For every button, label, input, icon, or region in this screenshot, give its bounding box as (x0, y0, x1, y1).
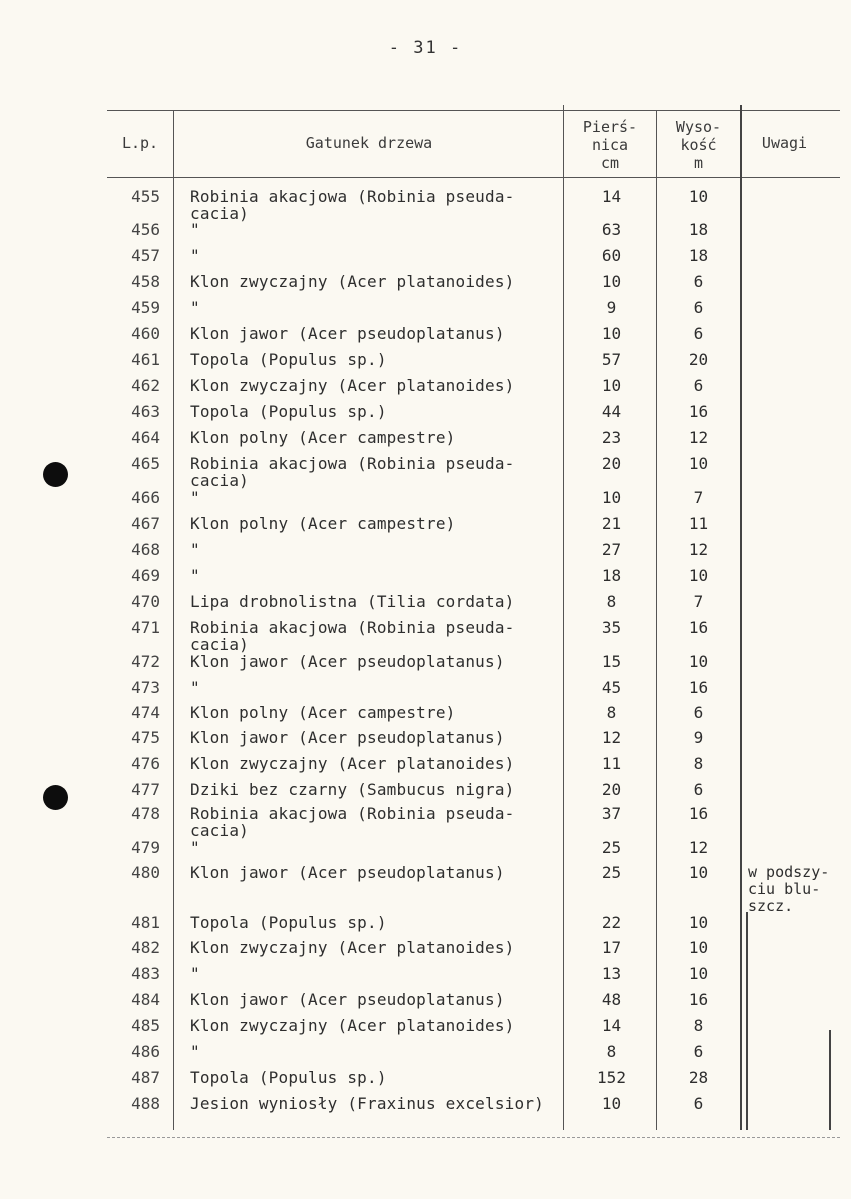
table-row (0, 429, 851, 455)
header-lp: L.p. (121, 134, 159, 152)
cell-girth: 63 (601, 220, 622, 239)
table-row (0, 618, 851, 654)
cell-height: 16 (688, 618, 709, 637)
cell-lp: 487 (131, 1068, 160, 1087)
cell-species: " (190, 540, 200, 559)
cell-girth: 20 (601, 454, 622, 473)
cell-species: Lipa drobnolistna (Tilia cordata) (190, 592, 515, 611)
cell-height: 10 (688, 652, 709, 671)
cell-height: 16 (688, 804, 709, 823)
cell-lp: 467 (131, 514, 160, 533)
cell-girth: 27 (601, 540, 622, 559)
cell-lp: 465 (131, 454, 160, 473)
cell-lp: 477 (131, 780, 160, 799)
cell-species: Robinia akacjowa (Robinia pseuda- cacia) (190, 187, 515, 223)
cell-lp: 484 (131, 990, 160, 1009)
cell-note: w podszy- ciu blu- szcz. (748, 863, 830, 915)
cell-height: 6 (693, 1094, 704, 1113)
cell-girth: 10 (601, 324, 622, 343)
cell-species: Klon polny (Acer campestre) (190, 514, 456, 533)
table-row (0, 515, 851, 541)
table-row (0, 704, 851, 730)
table-row (0, 187, 851, 223)
header-separator (107, 177, 840, 178)
cell-height: 6 (693, 703, 704, 722)
cell-girth: 20 (601, 780, 622, 799)
cell-lp: 469 (131, 566, 160, 585)
cell-species: Topola (Populus sp.) (190, 913, 387, 932)
cell-lp: 475 (131, 728, 160, 747)
cell-girth: 18 (601, 566, 622, 585)
cell-lp: 459 (131, 298, 160, 317)
cell-lp: 468 (131, 540, 160, 559)
cell-height: 16 (688, 678, 709, 697)
cell-height: 10 (688, 964, 709, 983)
cell-species: Dziki bez czarny (Sambucus nigra) (190, 780, 515, 799)
cell-lp: 460 (131, 324, 160, 343)
table-row (0, 1017, 851, 1043)
cell-species: Robinia akacjowa (Robinia pseuda- cacia) (190, 618, 515, 654)
table-row (0, 679, 851, 705)
cell-species: Klon jawor (Acer pseudoplatanus) (190, 652, 505, 671)
cell-girth: 25 (601, 863, 622, 882)
cell-lp: 485 (131, 1016, 160, 1035)
table-row (0, 273, 851, 299)
cell-height: 18 (688, 220, 709, 239)
cell-species: " (190, 838, 200, 857)
cell-height: 20 (688, 350, 709, 369)
cell-species: Klon jawor (Acer pseudoplatanus) (190, 728, 505, 747)
cell-girth: 37 (601, 804, 622, 823)
cell-species: Klon zwyczajny (Acer platanoides) (190, 754, 515, 773)
cell-lp: 455 (131, 187, 160, 206)
cell-lp: 483 (131, 964, 160, 983)
table-bottom-border (107, 1137, 840, 1138)
cell-girth: 10 (601, 1094, 622, 1113)
table-row (0, 593, 851, 619)
cell-height: 7 (693, 592, 704, 611)
cell-species: " (190, 246, 200, 265)
cell-girth: 48 (601, 990, 622, 1009)
table-row (0, 377, 851, 403)
table-row (0, 863, 851, 915)
cell-lp: 458 (131, 272, 160, 291)
cell-girth: 12 (601, 728, 622, 747)
header-notes: Uwagi (761, 134, 808, 152)
cell-girth: 10 (601, 272, 622, 291)
cell-lp: 463 (131, 402, 160, 421)
cell-species: " (190, 964, 200, 983)
table-row (0, 247, 851, 273)
cell-lp: 481 (131, 913, 160, 932)
cell-girth: 15 (601, 652, 622, 671)
cell-species: Klon zwyczajny (Acer platanoides) (190, 1016, 515, 1035)
cell-species: Robinia akacjowa (Robinia pseuda- cacia) (190, 804, 515, 840)
cell-lp: 486 (131, 1042, 160, 1061)
table-row (0, 454, 851, 490)
table-row (0, 729, 851, 755)
cell-girth: 13 (601, 964, 622, 983)
cell-species: Topola (Populus sp.) (190, 402, 387, 421)
cell-species: Klon jawor (Acer pseudoplatanus) (190, 863, 505, 882)
cell-girth: 8 (606, 703, 617, 722)
cell-height: 7 (693, 488, 704, 507)
cell-girth: 17 (601, 938, 622, 957)
cell-lp: 471 (131, 618, 160, 637)
cell-height: 28 (688, 1068, 709, 1087)
cell-height: 12 (688, 838, 709, 857)
cell-height: 10 (688, 187, 709, 206)
table-row (0, 489, 851, 515)
cell-species: Klon jawor (Acer pseudoplatanus) (190, 324, 505, 343)
cell-height: 6 (693, 780, 704, 799)
cell-height: 6 (693, 298, 704, 317)
cell-height: 16 (688, 990, 709, 1009)
cell-species: Robinia akacjowa (Robinia pseuda- cacia) (190, 454, 515, 490)
cell-girth: 9 (606, 298, 617, 317)
cell-lp: 479 (131, 838, 160, 857)
cell-species: Klon zwyczajny (Acer platanoides) (190, 938, 515, 957)
cell-species: Topola (Populus sp.) (190, 350, 387, 369)
cell-species: " (190, 1042, 200, 1061)
cell-lp: 456 (131, 220, 160, 239)
cell-lp: 488 (131, 1094, 160, 1113)
table-row (0, 221, 851, 247)
cell-height: 10 (688, 454, 709, 473)
table-top-border (107, 110, 840, 111)
cell-height: 6 (693, 272, 704, 291)
table-row (0, 351, 851, 377)
table-row (0, 541, 851, 567)
cell-girth: 23 (601, 428, 622, 447)
cell-species: Klon jawor (Acer pseudoplatanus) (190, 990, 505, 1009)
cell-height: 11 (688, 514, 709, 533)
cell-height: 10 (688, 566, 709, 585)
cell-height: 6 (693, 1042, 704, 1061)
header-species: Gatunek drzewa (305, 134, 433, 152)
cell-height: 10 (688, 863, 709, 882)
cell-height: 8 (693, 754, 704, 773)
cell-species: Klon polny (Acer campestre) (190, 703, 456, 722)
page-number: - 31 - (388, 38, 463, 58)
cell-girth: 44 (601, 402, 622, 421)
cell-girth: 45 (601, 678, 622, 697)
cell-height: 9 (693, 728, 704, 747)
table-row (0, 1043, 851, 1069)
cell-height: 18 (688, 246, 709, 265)
cell-species: " (190, 488, 200, 507)
table-row (0, 914, 851, 940)
cell-girth: 22 (601, 913, 622, 932)
cell-lp: 470 (131, 592, 160, 611)
cell-height: 12 (688, 428, 709, 447)
cell-lp: 472 (131, 652, 160, 671)
cell-lp: 466 (131, 488, 160, 507)
cell-girth: 35 (601, 618, 622, 637)
table-row (0, 299, 851, 325)
cell-lp: 462 (131, 376, 160, 395)
cell-lp: 473 (131, 678, 160, 697)
header-girth: Pierś- nica cm (582, 118, 638, 172)
cell-height: 12 (688, 540, 709, 559)
cell-lp: 480 (131, 863, 160, 882)
cell-lp: 482 (131, 938, 160, 957)
cell-girth: 57 (601, 350, 622, 369)
cell-species: Jesion wyniosły (Fraxinus excelsior) (190, 1094, 544, 1113)
cell-girth: 21 (601, 514, 622, 533)
table-row (0, 653, 851, 679)
cell-height: 8 (693, 1016, 704, 1035)
table-row (0, 1069, 851, 1095)
table-row (0, 939, 851, 965)
table-row (0, 1095, 851, 1121)
table-row (0, 755, 851, 781)
cell-height: 10 (688, 913, 709, 932)
cell-height: 6 (693, 376, 704, 395)
cell-height: 10 (688, 938, 709, 957)
cell-girth: 10 (601, 376, 622, 395)
cell-girth: 60 (601, 246, 622, 265)
cell-species: " (190, 220, 200, 239)
cell-girth: 152 (597, 1068, 626, 1087)
cell-lp: 461 (131, 350, 160, 369)
cell-lp: 457 (131, 246, 160, 265)
cell-girth: 14 (601, 187, 622, 206)
cell-girth: 14 (601, 1016, 622, 1035)
cell-lp: 464 (131, 428, 160, 447)
cell-girth: 25 (601, 838, 622, 857)
cell-species: " (190, 298, 200, 317)
cell-height: 6 (693, 324, 704, 343)
table-row (0, 804, 851, 840)
cell-lp: 478 (131, 804, 160, 823)
table-row (0, 839, 851, 865)
cell-lp: 474 (131, 703, 160, 722)
cell-lp: 476 (131, 754, 160, 773)
cell-height: 16 (688, 402, 709, 421)
table-row (0, 567, 851, 593)
table-row (0, 403, 851, 429)
cell-girth: 11 (601, 754, 622, 773)
cell-species: " (190, 566, 200, 585)
cell-species: Klon zwyczajny (Acer platanoides) (190, 376, 515, 395)
table-row (0, 991, 851, 1017)
table-row (0, 965, 851, 991)
table-row (0, 325, 851, 351)
header-height: Wyso- kość m (675, 118, 722, 172)
cell-species: Klon zwyczajny (Acer platanoides) (190, 272, 515, 291)
cell-girth: 8 (606, 592, 617, 611)
cell-girth: 10 (601, 488, 622, 507)
cell-species: " (190, 678, 200, 697)
cell-girth: 8 (606, 1042, 617, 1061)
cell-species: Topola (Populus sp.) (190, 1068, 387, 1087)
cell-species: Klon polny (Acer campestre) (190, 428, 456, 447)
